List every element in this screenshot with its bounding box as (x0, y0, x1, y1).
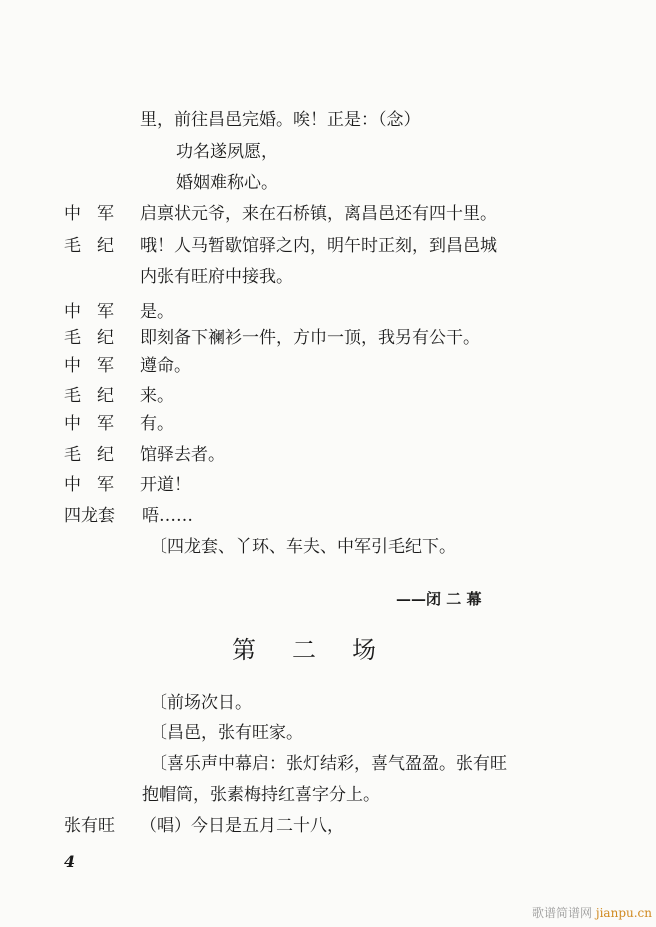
scene-title: 第二场 (232, 636, 412, 664)
speaker-char: 军 (97, 356, 114, 376)
speaker-char: 军 (97, 204, 114, 224)
speaker-label (64, 204, 114, 224)
dialogue-line: 来。 (140, 386, 174, 406)
stage-direction: 〔昌邑，张有旺家。 (150, 723, 303, 743)
speaker-label (64, 302, 114, 322)
speaker-char: 纪 (97, 236, 114, 256)
dialogue-line: 是。 (140, 302, 174, 322)
speaker-label (64, 475, 114, 495)
watermark-url: jianpu.cn (595, 906, 652, 920)
dialogue-line: 开道！ (140, 475, 191, 495)
speaker-label (64, 414, 114, 434)
speaker-name (64, 445, 128, 465)
speaker-label: 张有旺 (64, 816, 115, 836)
speaker-name (64, 356, 128, 376)
speaker-label (64, 386, 114, 406)
speaker-char: 纪 (97, 328, 114, 348)
speaker-char: 纪 (97, 386, 114, 406)
speaker-name (64, 414, 128, 434)
speaker-name (64, 302, 128, 322)
speaker-char: 中 (64, 356, 81, 376)
dialogue-line: 馆驿去者。 (140, 445, 225, 465)
speaker-char: 中 (64, 204, 81, 224)
watermark-site: 歌谱简谱网 (532, 906, 593, 920)
dialogue-line: 里，前往昌邑完婚。唉！正是：（念） (140, 110, 421, 130)
speaker-char: 中 (64, 414, 81, 434)
speaker-label: 四龙套 (64, 506, 115, 526)
dialogue-line: 启禀状元爷，来在石桥镇，离昌邑还有四十里。 (140, 204, 497, 224)
speaker-char: 中 (64, 475, 81, 495)
curtain-close: ——闭 二 幕 (396, 590, 482, 608)
watermark (532, 904, 652, 921)
speaker-name (64, 236, 128, 256)
speaker-label (64, 328, 114, 348)
speaker-name (64, 328, 128, 348)
speaker-char: 毛 (64, 386, 81, 406)
speaker-name (64, 816, 128, 836)
stage-direction: 〔喜乐声中幕启：张灯结彩，喜气盈盈。张有旺 (150, 754, 507, 774)
speaker-char: 军 (97, 414, 114, 434)
speaker-name (64, 506, 128, 526)
speaker-char: 毛 (64, 328, 81, 348)
verse-line: 功名遂夙愿， (176, 142, 278, 162)
dialogue-line: 唔…… (142, 506, 193, 526)
speaker-name (64, 204, 128, 224)
dialogue-line: 遵命。 (140, 356, 191, 376)
page-number: 4 (64, 852, 76, 871)
dialogue-line: （唱）今日是五月二十八， (140, 816, 344, 836)
speaker-label (64, 356, 114, 376)
speaker-char: 纪 (97, 445, 114, 465)
speaker-char: 中 (64, 302, 81, 322)
speaker-label (64, 236, 114, 256)
speaker-char: 军 (97, 475, 114, 495)
dialogue-line: 即刻备下襕衫一件，方巾一顶，我另有公干。 (140, 328, 480, 348)
verse-line: 婚姻难称心。 (176, 173, 278, 193)
stage-direction: 抱帽筒，张素梅持红喜字分上。 (142, 785, 380, 805)
stage-direction: 〔四龙套、丫环、车夫、中军引毛纪下。 (150, 537, 456, 557)
stage-direction: 〔前场次日。 (150, 693, 252, 713)
dialogue-line: 内张有旺府中接我。 (140, 267, 293, 287)
dialogue-line: 哦！人马暂歇馆驿之内，明午时正刻，到昌邑城 (140, 236, 497, 256)
speaker-name (64, 475, 128, 495)
speaker-name (64, 386, 128, 406)
speaker-char: 毛 (64, 236, 81, 256)
speaker-char: 毛 (64, 445, 81, 465)
speaker-label (64, 445, 114, 465)
dialogue-line: 有。 (140, 414, 174, 434)
speaker-char: 军 (97, 302, 114, 322)
